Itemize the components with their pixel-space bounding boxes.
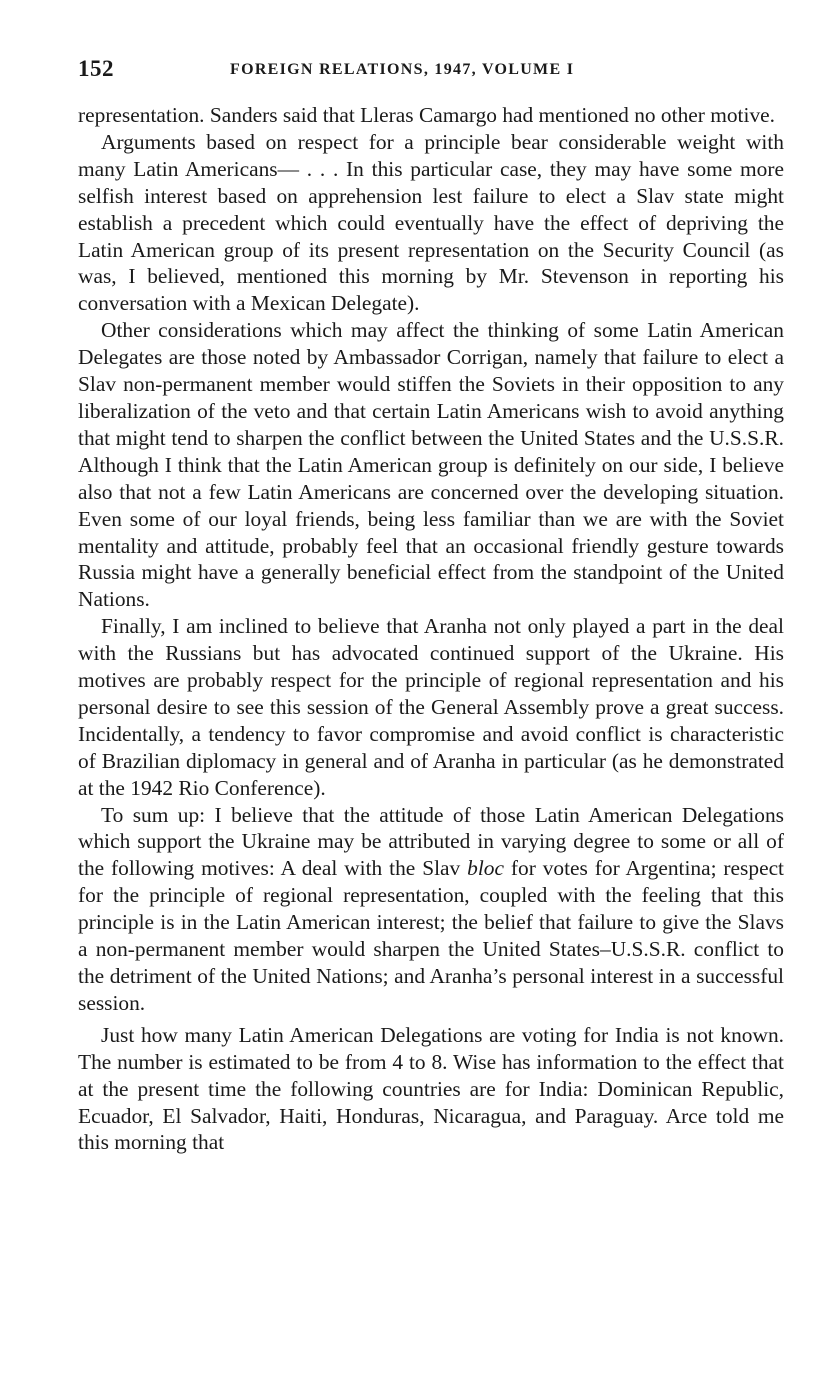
paragraph-sum-up (78, 802, 784, 1017)
sum-up-text-start: To sum up: I believe that the attitude of those Latin American Delegations which support the Ukraine may be attributed in varying degree to some or all of the following motives: A deal with the Slav (78, 802, 784, 881)
paragraph-finally: Finally, I am inclined to believe that Aranha not only played a part in the deal with the Russians but has advocated continued support of the Ukraine. His motives are probably respect for the principle of regional representation and his personal desire to see this session of the General Assembly prove a great success. Incidentally, a tendency to favor compromise and avoid conflict is characteristic of Brazilian diplomacy in general and of Aranha in particular (as he demonstrated at the 1942 Rio Conference). (78, 614, 784, 800)
sum-up-italic-bloc: bloc (467, 856, 504, 881)
running-title: FOREIGN RELATIONS, 1947, VOLUME I (230, 61, 575, 78)
paragraph-other-considerations: Other considerations which may affect the thinking of some Latin American Delegates are those noted by Ambassador Corrigan, namely that failure to elect a Slav non-permanent member would stiffen the Soviets in their opposition to any liberalization of the veto and that certain Latin Americans wish to avoid anything that might tend to sharpen the conflict between the United States and the U.S.S.R. Although I think that the Latin American group is definitely on our side, I believe also that not a few Latin Americans are concerned over the developing situation. Even some of our loyal friends, being less familiar than we are with the Soviet mentality and attitude, probably feel that an occasional friendly gesture towards Russia might have a generally beneficial effect from the standpoint of the United Nations. (78, 318, 784, 612)
paragraph-india-votes: Just how many Latin American Delegations are voting for India is not known. The number is estimated to be from 4 to 8. Wise has information to the effect that at the present time the following countries are for India: Dominican Republic, Ecuador, El Salvador, Haiti, Honduras, Nicaragua, and Paraguay. Arce told me this morning that (78, 1022, 784, 1155)
paragraph-arguments: Arguments based on respect for a principle bear considerable weight with many Latin Americans— . . . In this particular case, they may have some more selfish interest based on apprehension lest failure to elect a Slav state might establish a precedent which could eventually have the effect of depriving the Latin American group of its present representation on the Security Council (as was, I believed, mentioned this morning by Mr. Stevenson in reporting his conversation with a Mexican Delegate). (78, 129, 784, 316)
running-head (78, 56, 784, 88)
sum-up-text-end: for votes for Argentina; respect for the principle of regional representation, coupled with the feeling that this principle is in the Latin American interest; the belief that failure to give the Slavs a non-permanent member would sharpen the United States–U.S.S.R. conflict to the detriment of the United Nations; and Aranha’s personal interest in a successful session. (78, 856, 785, 1015)
page-number: 152 (78, 56, 114, 81)
paragraph-continued: representation. Sanders said that Lleras Camargo had mentioned no other motive. (78, 103, 775, 127)
body-text (78, 102, 784, 1156)
